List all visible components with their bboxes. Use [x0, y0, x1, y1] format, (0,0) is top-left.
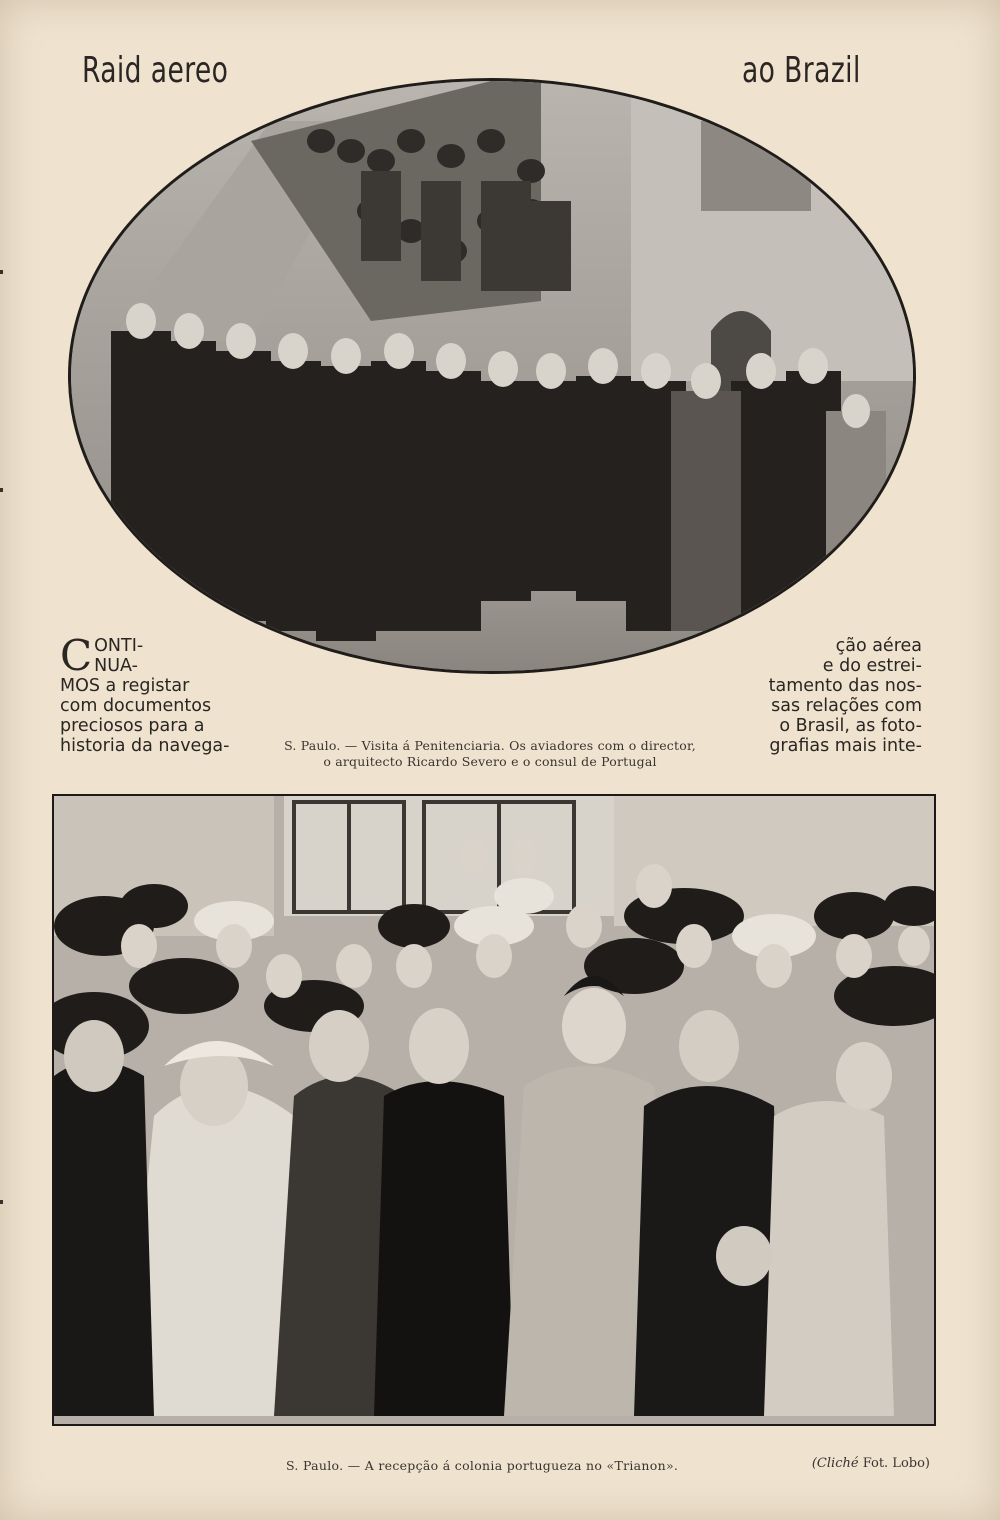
- intro-text-right: [740, 636, 922, 756]
- intro-right-line: sas relações com: [771, 696, 922, 716]
- intro-right-line: ção aérea: [835, 636, 922, 656]
- photo-credit: [800, 1456, 930, 1471]
- margin-mark: [0, 488, 3, 492]
- margin-mark: [0, 1200, 3, 1204]
- intro-left-line: com documentos: [60, 696, 212, 716]
- intro-left-line: preciosos para a: [60, 716, 205, 736]
- photo-trianon-reception: [52, 794, 936, 1426]
- photo-credit-italic: (Cliché: [811, 1456, 859, 1471]
- photo-trianon-reception-image: [54, 796, 934, 1424]
- intro-left-line: ONTI-: [94, 636, 144, 656]
- intro-right-line: tamento das nos-: [768, 676, 922, 696]
- intro-right-line: grafias mais inte-: [769, 736, 922, 756]
- intro-right-line: o Brasil, as foto-: [779, 716, 922, 736]
- photo-top-caption-line: S. Paulo. — Visita á Penitenciaria. Os aviadores com o director,: [284, 738, 696, 753]
- page-header-left: Raid aereo: [82, 50, 229, 91]
- photo-penitentiary-visit: [68, 78, 916, 674]
- intro-left-line: MOS a registar: [60, 676, 190, 696]
- photo-credit-roman: Fot. Lobo): [862, 1456, 930, 1471]
- photo-bottom-caption: S. Paulo. — A recepção á colonia portugueza no «Trianon».: [286, 1458, 679, 1473]
- intro-right-line: e do estrei-: [822, 656, 922, 676]
- photo-top-caption-line: o arquitecto Ricardo Severo e o consul de Portugal: [323, 754, 657, 769]
- margin-mark: [0, 270, 3, 274]
- page-header-right: ao Brazil: [742, 50, 861, 91]
- drop-cap: C: [60, 631, 93, 680]
- intro-left-line: historia da navega-: [60, 736, 230, 756]
- photo-penitentiary-visit-image: [71, 81, 913, 671]
- intro-left-line: NUA-: [94, 656, 138, 676]
- intro-text-left: [60, 631, 230, 756]
- photo-top-caption: [250, 738, 730, 770]
